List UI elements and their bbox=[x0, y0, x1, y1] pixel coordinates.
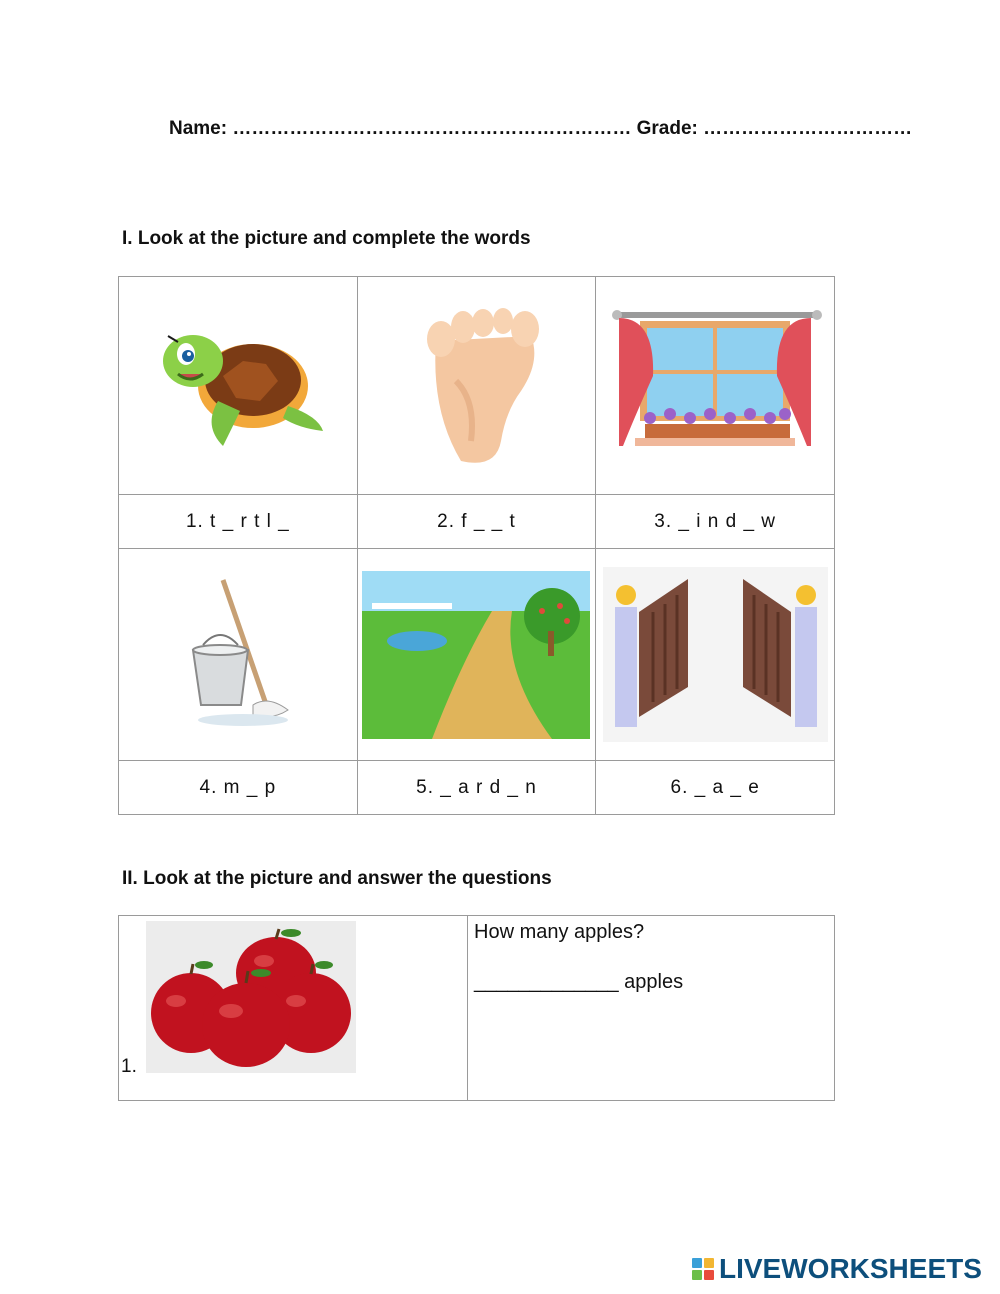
picture-word-table bbox=[118, 276, 835, 815]
answer-blank[interactable]: _____________ apples bbox=[474, 971, 684, 993]
word-label-5: 5. _ a r d _ n bbox=[357, 761, 596, 815]
question-number: 1. bbox=[121, 1056, 137, 1077]
brand-text: LIVEWORKSHEETS bbox=[719, 1253, 982, 1284]
question-table bbox=[118, 915, 835, 1101]
section-2-title: II. Look at the picture and answer the questions bbox=[122, 868, 552, 889]
apples-picture bbox=[146, 921, 356, 1073]
word-label-4: 4. m _ p bbox=[119, 761, 358, 815]
word-label-6: 6. _ a _ e bbox=[596, 761, 835, 815]
brand-mark-icon bbox=[692, 1258, 714, 1280]
turtle-picture bbox=[119, 277, 358, 495]
question-text-cell bbox=[468, 916, 835, 1101]
window-picture bbox=[596, 277, 835, 495]
liveworksheets-logo bbox=[692, 1254, 982, 1284]
question-text: How many apples? bbox=[474, 921, 645, 943]
foot-picture bbox=[357, 277, 596, 495]
word-label-1: 1. t _ r t l _ bbox=[119, 495, 358, 549]
word-label-2: 2. f _ _ t bbox=[357, 495, 596, 549]
mop-picture bbox=[119, 549, 358, 761]
word-label-3: 3. _ i n d _ w bbox=[596, 495, 835, 549]
garden-picture bbox=[357, 549, 596, 761]
gate-picture bbox=[596, 549, 835, 761]
name-grade-line: Name: ……………………………………………………… Grade: …………………………… bbox=[169, 118, 913, 139]
section-1-title: I. Look at the picture and complete the words bbox=[122, 228, 531, 249]
question-picture-cell bbox=[119, 916, 468, 1101]
